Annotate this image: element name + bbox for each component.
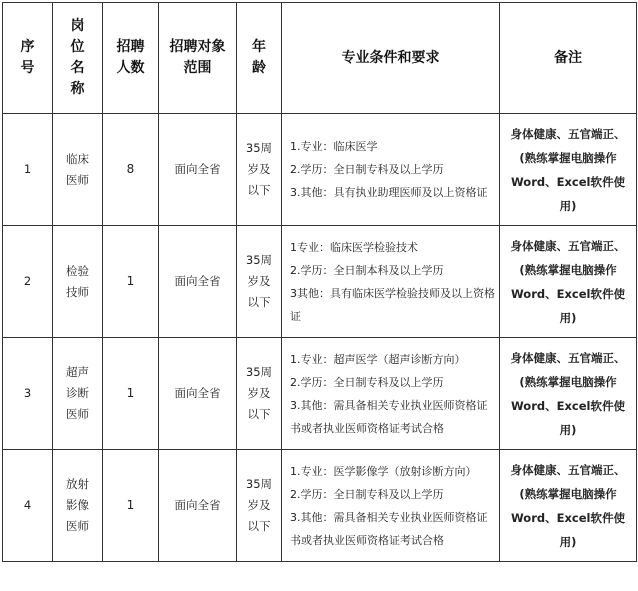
row-headcount: 1 [103,450,159,562]
condition-line: 1.专业：医学影像学（放射诊断方向） [290,464,477,478]
row-headcount: 1 [103,226,159,338]
row-idx: 2 [3,226,53,338]
row-conditions [282,450,500,562]
row-scope: 面向全省 [159,114,237,226]
table-row [3,450,637,562]
row-conditions [282,226,500,338]
header-row [3,3,637,114]
header-age: 年龄 [237,3,282,114]
header-scope: 招聘对象范围 [159,3,237,114]
row-note: 身体健康、五官端正、(熟练掌握电脑操作Word、Excel软件使用) [500,226,637,338]
condition-line: 2.学历：全日制本科及以上学历 [290,263,444,277]
table-row [3,338,637,450]
row-headcount: 1 [103,338,159,450]
row-age: 35周岁及以下 [237,226,282,338]
row-idx: 4 [3,450,53,562]
row-conditions [282,338,500,450]
row-conditions [282,114,500,226]
row-note: 身体健康、五官端正、(熟练掌握电脑操作Word、Excel软件使用) [500,450,637,562]
row-scope: 面向全省 [159,338,237,450]
row-position-name: 检验技师 [53,226,103,338]
table-row [3,226,637,338]
header-num: 招聘人数 [103,3,159,114]
condition-line: 1.专业：超声医学（超声诊断方向） [290,352,466,366]
table-header [3,3,637,114]
condition-line: 3其他：具有临床医学检验技师及以上资格证 [290,286,495,323]
row-age: 35周岁及以下 [237,450,282,562]
header-name: 岗位名称 [53,3,103,114]
row-scope: 面向全省 [159,450,237,562]
header-idx: 序号 [3,3,53,114]
condition-line: 3.其他：具有执业助理医师及以上资格证 [290,186,488,199]
condition-line: 1专业：临床医学检验技术 [290,240,418,254]
condition-line: 3.其他：需具备相关专业执业医师资格证书或者执业医师资格证考试合格 [290,510,488,547]
condition-line: 3.其他：需具备相关专业执业医师资格证书或者执业医师资格证考试合格 [290,398,488,435]
row-age: 35周岁及以下 [237,114,282,226]
recruitment-table [2,2,637,562]
table-row [3,114,637,226]
row-position-name: 临床医师 [53,114,103,226]
condition-line: 2.学历：全日制专科及以上学历 [290,375,444,389]
row-position-name: 超声诊断医师 [53,338,103,450]
condition-line: 1.专业：临床医学 [290,140,378,153]
condition-line: 2.学历：全日制专科及以上学历 [290,163,444,176]
row-idx: 3 [3,338,53,450]
row-position-name: 放射影像医师 [53,450,103,562]
row-age: 35周岁及以下 [237,338,282,450]
row-scope: 面向全省 [159,226,237,338]
header-note: 备注 [500,3,637,114]
row-note: 身体健康、五官端正、(熟练掌握电脑操作Word、Excel软件使用) [500,114,637,226]
table-body [3,114,637,562]
condition-line: 2.学历：全日制专科及以上学历 [290,487,444,501]
row-note: 身体健康、五官端正、(熟练掌握电脑操作Word、Excel软件使用) [500,338,637,450]
row-headcount: 8 [103,114,159,226]
header-cond: 专业条件和要求 [282,3,500,114]
row-idx: 1 [3,114,53,226]
